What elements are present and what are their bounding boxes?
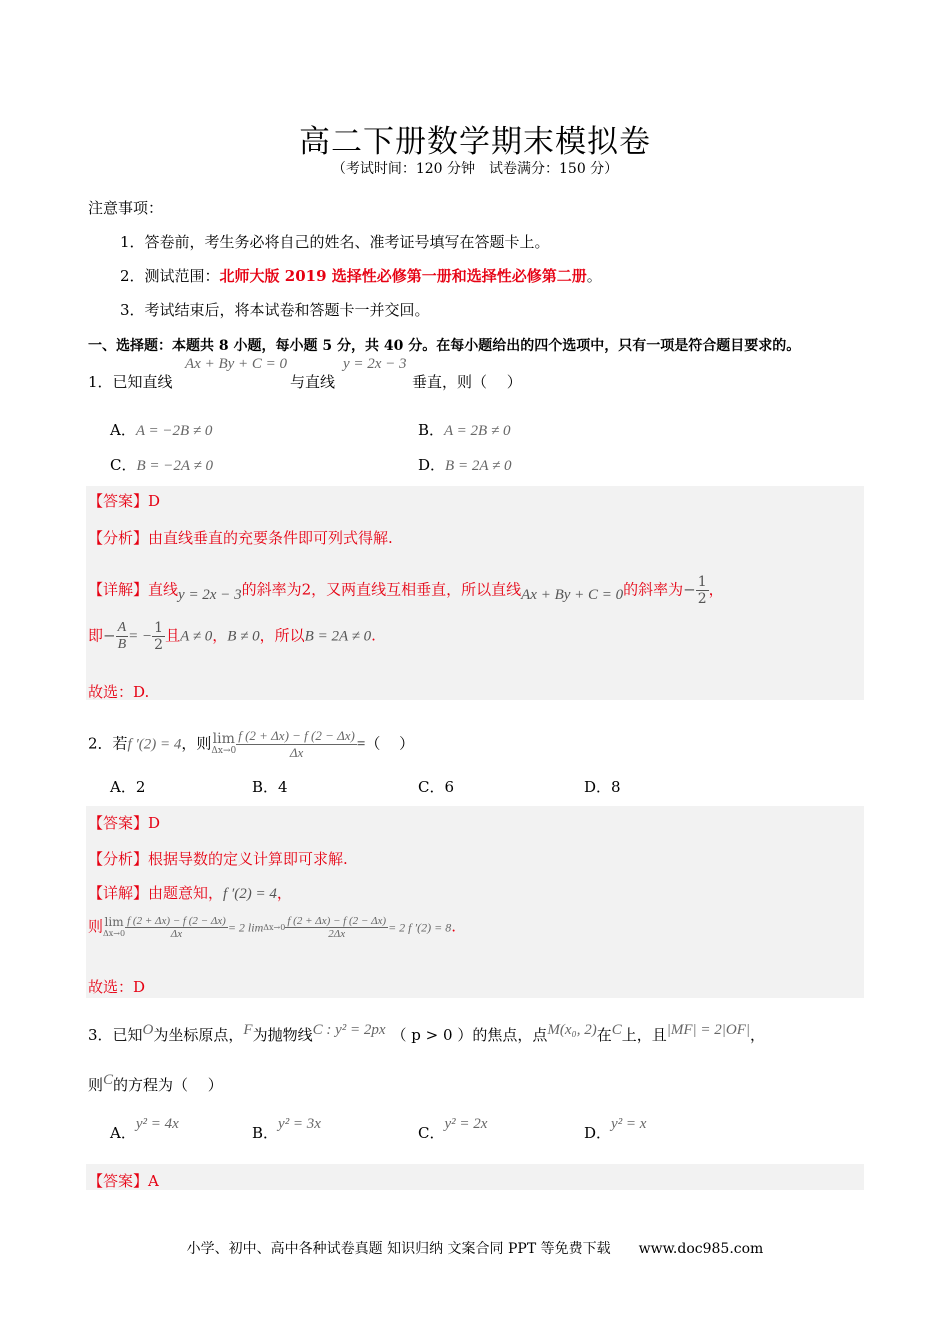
q1-detail: 【详解】直线y = 2x − 3的斜率为2，又两直线互相垂直，所以直线Ax + By + C = 0的斜率为− $\frac{1}{2}$ ， [88,574,724,607]
section-heading: 一、选择题：本题共 8 小题，每小题 5 分，共 40 分。在每小题给出的四个选项中，只有一项是符合题目要求的。 [88,338,801,354]
q1-option-b: B．A = 2B ≠ 0 [418,421,511,439]
q1-prefix: 1．已知直线 [88,373,173,391]
test-scope: 北师大版 2019 选择性必修第一册和选择性必修第二册 [219,267,587,285]
footer-text: 小学、初中、高中各种试卷真题 知识归纳 文案合同 PPT 等免费下载 www.doc985.com [186,1241,764,1257]
q1-mid: 与直线 [290,373,336,391]
q3-solution-box [86,1164,864,1190]
q3-option-a: A．y² = 4x [110,1116,179,1142]
q2-analysis: 【分析】根据导数的定义计算即可求解. [88,850,348,868]
notice-item-2-suffix: 。 [586,267,602,285]
q2-choose: 故选：D [88,978,146,996]
q2-option-d: D．8 [584,778,621,796]
q1-detail-line2: 即− $\frac{A}{B}$ = − $\frac{1}{2}$ 且A ≠ 0，B ≠ 0，所以B = 2A ≠ 0. [88,620,376,653]
q1-analysis: 【分析】由直线垂直的充要条件即可列式得解. [88,529,393,547]
q3-line2: 则C的方程为（ ） [88,1072,223,1094]
q3-line1: 3．已知O为坐标原点，F为抛物线C : y² = 2px （ p > 0 ）的焦点，点M(x₀, 2)在C上，且|MF| = 2|OF|， [88,1022,766,1044]
notice-heading: 注意事项： [88,199,164,217]
q1-eq2: y = 2x − 3 [343,356,407,372]
q2-option-c: C．6 [418,778,455,796]
q1-option-d: D．B = 2A ≠ 0 [418,456,512,474]
notice-item-3: 3．考试结束后，将本试卷和答题卡一并交回。 [120,301,430,319]
q2-calc: 则 lim Δx→0 $\frac{f (2 + \Delta x) - f (2 - \Delta x)}{\Delta x}$ = 2 limΔx→0 $\frac{f (2 + \Delta x) - f (2 - \Delta x)}{2\Delta x}$ = 2 f ′(2) = 8. [88,914,457,940]
q1-option-a: A．A = −2B ≠ 0 [110,421,213,439]
notice-item-1: 1．答卷前，考生务必将自己的姓名、准考证号填写在答题卡上。 [120,233,550,251]
q3-option-c: C．y² = 2x [418,1116,488,1142]
q2-line: 2．若f ′(2) = 4，则 lim Δx→0 $\frac{f (2 + \Delta x) - f (2 - \Delta x)}{\Delta x}$ =（ ） [88,728,415,760]
q1-eq1: Ax + By + C = 0 [185,356,288,372]
q3-option-d: D．y² = x [584,1116,647,1142]
q3-option-b: B．y² = 3x [252,1116,321,1142]
notice-item-2 [120,265,602,286]
q1-choose: 故选：D. [88,683,150,701]
q1-suffix: 垂直，则（ ） [412,373,522,391]
q1-option-c: C．B = −2A ≠ 0 [110,456,214,474]
q1-answer: 【答案】D [88,492,161,510]
q2-answer: 【答案】D [88,814,161,832]
q2-detail: 【详解】由题意知，f ′(2) = 4， [88,884,292,902]
q1-slope-frac: $\frac{1}{2}$ [697,574,707,607]
q2-option-b: B．4 [252,778,288,796]
page-title: 高二下册数学期末模拟卷 [299,124,651,160]
exam-info: （考试时间：120 分钟 试卷满分：150 分） [331,161,619,177]
notice-item-2-prefix: 2．测试范围： [120,267,220,285]
q2-option-a: A．2 [110,778,146,796]
q3-answer: 【答案】A [88,1172,159,1190]
